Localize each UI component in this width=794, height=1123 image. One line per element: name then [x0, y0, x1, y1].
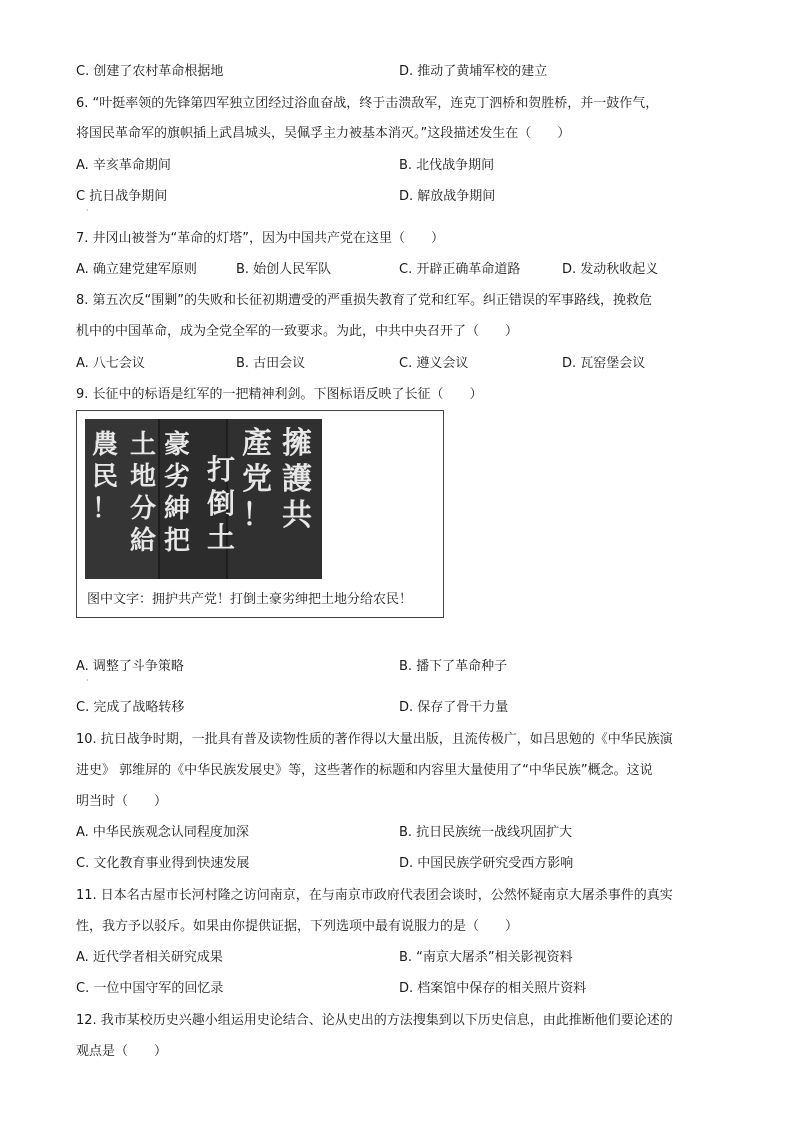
question-8-option-d: D. 瓦窑堡会议 [562, 356, 646, 371]
slogan-character: 共 [282, 498, 312, 533]
slogan-figure [76, 410, 444, 618]
option-d: D. 推动了黄埔军校的建立 [399, 64, 548, 79]
question-6-stem-line-2: 将国民革命军的旗帜插上武昌城头，吴佩孚主力被基本消灭。”这段描述发生在（ ） [76, 126, 571, 141]
question-6-stem-line-1: 6. “叶挺率领的先锋第四军独立团经过浴血奋战，终于击溃敌军，连克丁泗桥和贺胜桥，并一鼓作气， [76, 96, 659, 111]
figure-caption: 图中文字：拥护共产党！打倒土豪劣绅把土地分给农民！ [87, 592, 413, 607]
question-9-option-c: C. 完成了战略转移 [76, 700, 185, 715]
slogan-character: 豪 [163, 430, 191, 460]
slogan-character: 劣 [163, 462, 191, 492]
question-9-stem: 9. 长征中的标语是红军的一把精神利剑。下图标语反映了长征（ ） [76, 387, 483, 402]
slogan-character: ！ [242, 498, 272, 533]
question-7-option-a: A. 确立建党建军原则 [76, 262, 197, 277]
question-10-option-a: A. 中华民族观念认同程度加深 [76, 825, 249, 840]
slogan-character: 分 [129, 494, 157, 524]
question-10-stem-line-1: 10. 抗日战争时期，一批具有普及读物性质的著作得以大量出版，且流传极广，如吕思勉的《中华民族演 [76, 732, 673, 747]
question-11-stem-line-1: 11. 日本名古屋市长河村隆之访问南京，在与南京市政府代表团会谈时，公然怀疑南京大屠杀事件的真实 [76, 888, 673, 903]
question-11-option-d: D. 档案馆中保存的相关照片资料 [399, 981, 587, 996]
slogan-photo [85, 419, 322, 579]
slogan-character: 紳 [163, 494, 191, 524]
question-8-option-c: C. 遵义会议 [399, 356, 469, 371]
question-8-option-a: A. 八七会议 [76, 356, 145, 371]
question-9-option-b: B. 播下了革命种子 [399, 659, 508, 674]
slogan-character: 擁 [282, 426, 312, 461]
question-6-option-b: B. 北伐战争期间 [399, 158, 495, 173]
stray-dot: · [86, 206, 89, 215]
slogan-character: 倒 [206, 487, 236, 520]
slogan-character: 把 [163, 526, 191, 556]
question-11-option-a: A. 近代学者相关研究成果 [76, 950, 223, 965]
question-10-stem-line-3: 明当时（ ） [76, 794, 168, 809]
question-10-option-d: D. 中国民族学研究受西方影响 [399, 856, 574, 871]
slogan-character: 護 [282, 462, 312, 497]
question-11-option-c: C. 一位中国守军的回忆录 [76, 981, 224, 996]
question-8-stem-line-1: 8. 第五次反“围剿”的失败和长征初期遭受的严重损失教育了党和红军。纠正错误的军事路线，挽救危 [76, 293, 653, 308]
slogan-character: 土 [206, 521, 236, 554]
question-7-option-c: C. 开辟正确革命道路 [399, 262, 521, 277]
question-10-option-b: B. 抗日民族统一战线巩固扩大 [399, 825, 573, 840]
slogan-character: 打 [206, 453, 236, 486]
slogan-character: 土 [129, 430, 157, 460]
slogan-character: 民 [91, 462, 119, 492]
question-12-stem-line-2: 观点是（ ） [76, 1044, 168, 1059]
question-8-option-b: B. 古田会议 [236, 356, 306, 371]
slogan-character: 地 [129, 462, 157, 492]
question-7-stem: 7. 井冈山被誉为“革命的灯塔”，因为中国共产党在这里（ ） [76, 231, 445, 246]
question-7-option-b: B. 始创人民军队 [236, 262, 332, 277]
question-11-stem-line-2: 性，我方予以驳斥。如果由你提供证据，下列选项中最有说服力的是（ ） [76, 919, 519, 934]
question-6-option-d: D. 解放战争期间 [399, 189, 496, 204]
question-10-stem-line-2: 进史》 郭维屏的《中华民族发展史》等，这些著作的标题和内容里大量使用了“中华民族”概念。这说 [76, 763, 653, 778]
slogan-character: 給 [129, 526, 157, 556]
slogan-character: ！ [91, 494, 119, 524]
slogan-character: 農 [91, 430, 119, 460]
slogan-character: 產 [242, 426, 272, 461]
question-9-option-a: A. 调整了斗争策略 [76, 659, 184, 674]
question-8-stem-line-2: 机中的中国革命，成为全党全军的一致要求。为此，中共中央召开了（ ） [76, 324, 519, 339]
slogan-character: 党 [242, 462, 272, 497]
question-6-option-a: A. 辛亥革命期间 [76, 158, 171, 173]
question-6-option-c: C 抗日战争期间 [76, 189, 168, 204]
question-9-option-d: D. 保存了骨干力量 [399, 700, 509, 715]
question-7-option-d: D. 发动秋收起义 [562, 262, 659, 277]
question-11-option-b: B. “南京大屠杀”相关影视资料 [399, 950, 573, 965]
question-10-option-c: C. 文化教育事业得到快速发展 [76, 856, 250, 871]
option-c: C. 创建了农村革命根据地 [76, 64, 224, 79]
stray-dot: · [86, 676, 89, 685]
question-12-stem-line-1: 12. 我市某校历史兴趣小组运用史论结合、论从史出的方法搜集到以下历史信息，由此推断他们要论述的 [76, 1013, 673, 1028]
